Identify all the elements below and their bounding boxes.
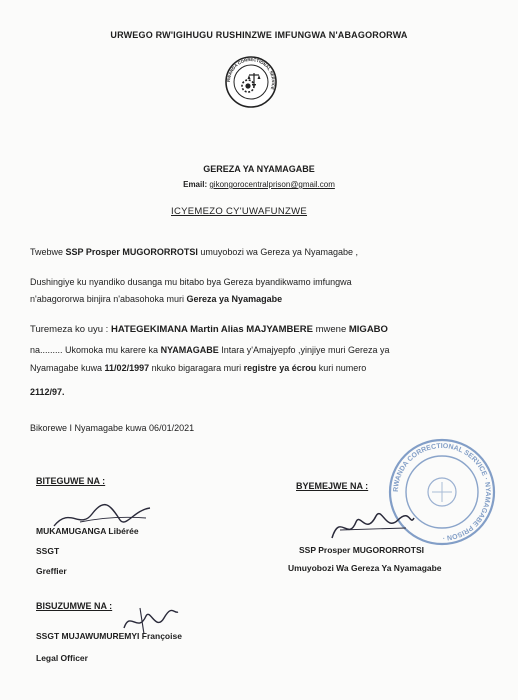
director-name: SSP Prosper MUGORORROTSI <box>65 247 198 257</box>
director-role: Umuyobozi Wa Gereza Ya Nyamagabe <box>288 563 442 573</box>
greffier-role: Greffier <box>36 566 67 576</box>
text: Twebwe <box>30 247 66 257</box>
text: Nyamagabe kuwa <box>30 363 105 373</box>
paragraph-2-line-2 <box>30 293 282 306</box>
prison-email <box>0 180 518 189</box>
text: umuyobozi wa Gereza ya Nyamagabe , <box>197 247 358 257</box>
register-ref: registre ya écrou <box>243 363 317 373</box>
text: nkuko bigaragara muri <box>149 363 244 373</box>
paragraph-3-line-3 <box>30 362 366 375</box>
text: n'abagororwa binjira n'abasohoka muri <box>30 294 187 304</box>
rcs-emblem-icon <box>224 55 278 109</box>
legal-officer-name: SSGT MUJAWUMUREMYI Françoise <box>36 631 182 641</box>
prison-ref: Gereza ya Nyamagabe <box>186 294 283 304</box>
entry-date: 11/02/1997 <box>104 363 150 373</box>
issued-place-date: Bikorewe I Nyamagabe kuwa 06/01/2021 <box>30 423 195 433</box>
document-title: ICYEMEZO CY'UWAFUNZWE <box>171 206 308 217</box>
director-signatory-name: SSP Prosper MUGORORROTSI <box>299 545 425 555</box>
director-signature-icon <box>326 502 416 546</box>
prepared-by-label: BITEGUWE NA : <box>36 476 106 486</box>
institution-header: URWEGO RW'IGIHUGU RUSHINZWE IMFUNGWA N'ABAGORORWA <box>110 30 408 40</box>
paragraph-1 <box>30 246 358 259</box>
register-number: 2112/97. <box>30 387 65 397</box>
email-address: gikongorocentralprison@gmail.com <box>209 180 335 189</box>
text: Turemeza ko uyu : <box>30 324 111 335</box>
legal-officer-role: Legal Officer <box>36 653 88 663</box>
greffier-rank: SSGT <box>36 546 60 556</box>
inmate-name: HATEGEKIMANA Martin Alias MAJYAMBERE <box>110 324 313 335</box>
paragraph-3-line-2 <box>30 344 390 357</box>
text: na......... Ukomoka mu karere ka <box>30 345 161 355</box>
district: NYAMAGABE <box>160 345 219 355</box>
text: kuri numero <box>316 363 367 373</box>
prison-name: GEREZA YA NYAMAGABE <box>203 164 315 174</box>
emblem-ring-text: RWANDA CORRECTIONAL SERVICE <box>225 56 277 91</box>
reviewed-by-label: BISUZUMWE NA : <box>36 601 113 611</box>
approved-by-label: BYEMEJWE NA : <box>296 481 369 491</box>
text: mwene <box>312 324 349 335</box>
father-name: MIGABO <box>348 324 388 335</box>
greffier-name: MUKAMUGANGA Libérée <box>36 526 139 536</box>
stamp-ring-text: RWANDA CORRECTIONAL SERVICE · NYAMAGABE PRISON · <box>392 442 492 542</box>
paragraph-2-line-1: Dushingiye ku nyandiko dusanga mu bitabo bya Gereza byandikwamo imfungwa <box>30 277 352 287</box>
paragraph-3-line-1 <box>30 323 388 336</box>
text: Intara y'Amajyepfo ,yinjiye muri Gereza ya <box>218 345 390 355</box>
email-label: Email: <box>183 180 208 189</box>
